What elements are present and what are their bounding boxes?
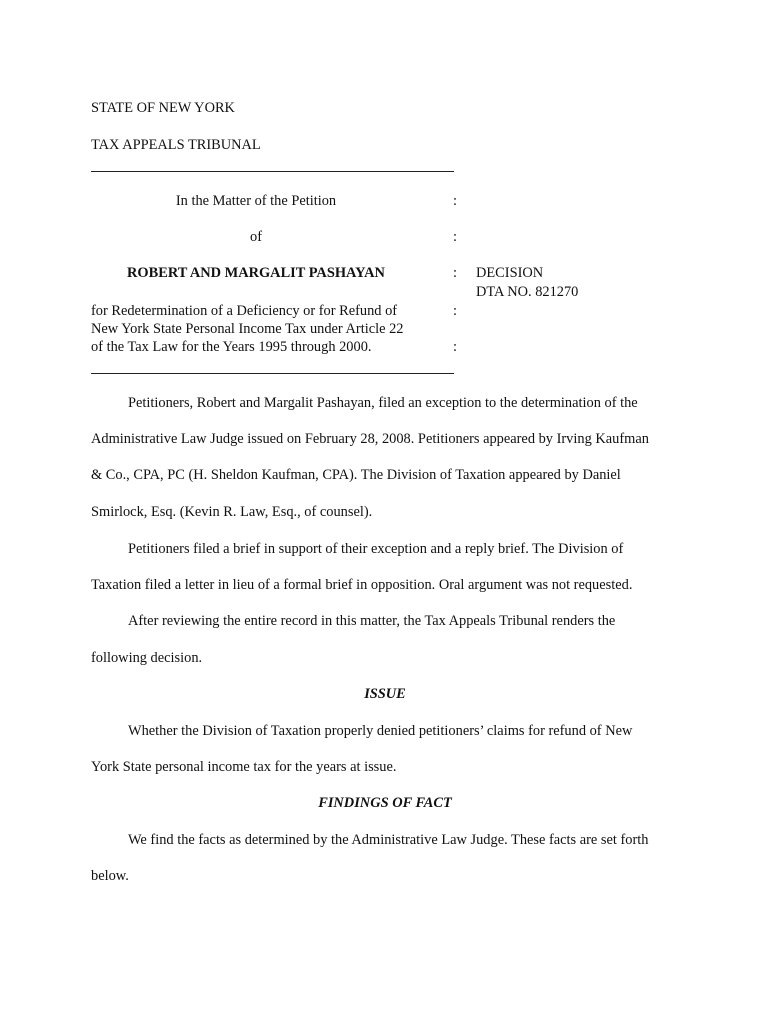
purpose-line: New York State Personal Income Tax under Article 22: [91, 321, 404, 337]
caption-colon: :: [453, 265, 457, 281]
paragraph-line: Taxation filed a letter in lieu of a formal brief in opposition. Oral argument was not requested.: [91, 577, 633, 593]
paragraph-line: York State personal income tax for the years at issue.: [91, 759, 397, 775]
decision-label: DECISION: [476, 265, 544, 281]
paragraph-line: After reviewing the entire record in this matter, the Tax Appeals Tribunal renders the: [128, 613, 616, 629]
purpose-line: for Redetermination of a Deficiency or for Refund of: [91, 303, 398, 319]
state-heading: STATE OF NEW YORK: [91, 100, 235, 116]
issue-heading: ISSUE: [364, 686, 406, 702]
paragraph-line: We find the facts as determined by the Administrative Law Judge. These facts are set forth: [128, 832, 649, 848]
dta-number: DTA NO. 821270: [476, 284, 579, 300]
of-line: of: [250, 229, 262, 245]
matter-line: In the Matter of the Petition: [175, 193, 337, 209]
paragraph-line: Smirlock, Esq. (Kevin R. Law, Esq., of counsel).: [91, 504, 373, 520]
caption-bottom-rule: [91, 373, 454, 374]
tribunal-heading: TAX APPEALS TRIBUNAL: [91, 137, 261, 153]
paragraph-line: below.: [91, 868, 129, 884]
paragraph-line: Administrative Law Judge issued on February 28, 2008. Petitioners appeared by Irving Kaufman: [91, 431, 649, 447]
caption-top-rule: [91, 171, 454, 172]
caption-colon: :: [453, 339, 457, 355]
caption-colon: :: [453, 229, 457, 245]
paragraph-line: & Co., CPA, PC (H. Sheldon Kaufman, CPA). The Division of Taxation appeared by Daniel: [91, 467, 621, 483]
paragraph-line: Petitioners filed a brief in support of their exception and a reply brief. The Division of: [128, 541, 624, 557]
caption-colon: :: [453, 303, 457, 319]
paragraph-line: following decision.: [91, 650, 203, 666]
findings-heading: FINDINGS OF FACT: [318, 795, 452, 811]
paragraph-line: Petitioners, Robert and Margalit Pashayan, filed an exception to the determination of the: [128, 395, 638, 411]
caption-colon: :: [453, 193, 457, 209]
purpose-line: of the Tax Law for the Years 1995 through 2000.: [91, 339, 372, 355]
paragraph-line: Whether the Division of Taxation properly denied petitioners’ claims for refund of New: [128, 723, 633, 739]
petitioners-name: ROBERT AND MARGALIT PASHAYAN: [127, 265, 385, 281]
